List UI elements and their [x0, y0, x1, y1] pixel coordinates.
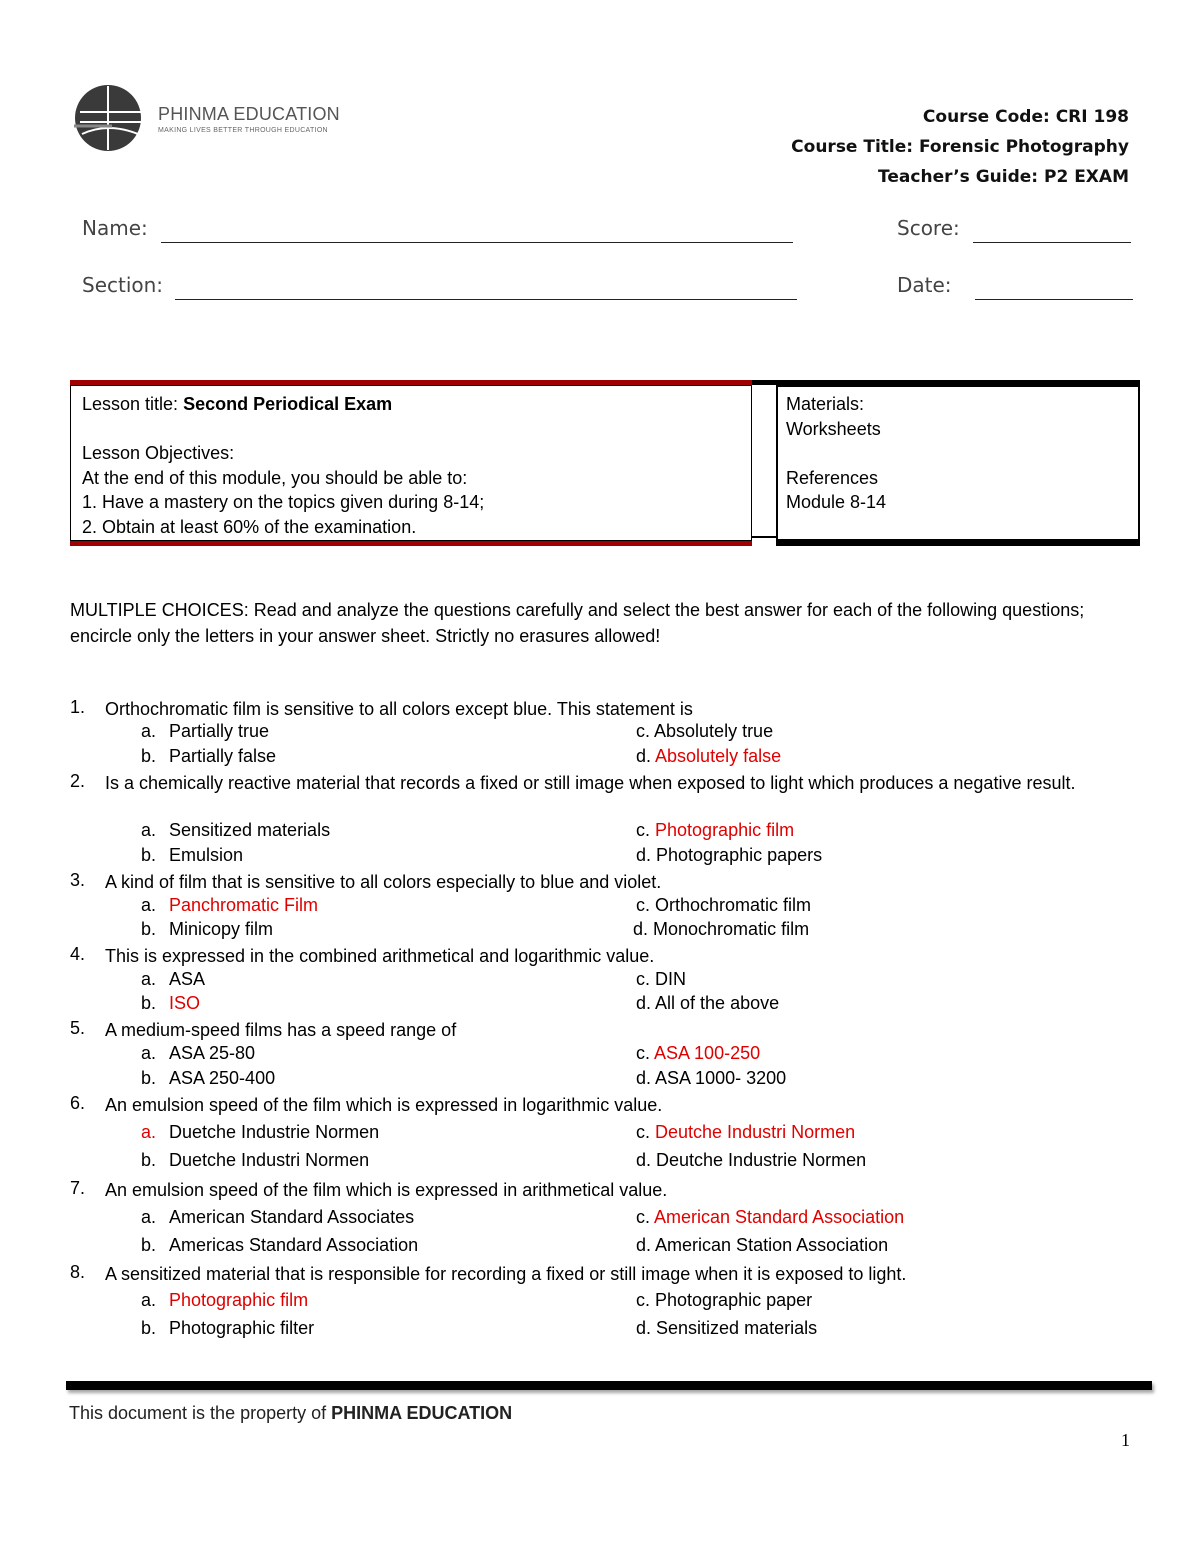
score-label: Score: [897, 216, 960, 240]
option-8b[interactable]: b. Photographic filter [141, 1318, 315, 1338]
lesson-title-label: Lesson title: [82, 394, 184, 414]
phinma-logo [72, 82, 342, 154]
objectives-label: Lesson Objectives: [82, 443, 235, 464]
objective-2: 2. Obtain at least 60% of the examination. [82, 516, 417, 537]
name-label: Name: [82, 216, 148, 240]
course-title: Course Title: Forensic Photography [791, 137, 1129, 157]
option-3d[interactable]: d. Monochromatic film [633, 919, 810, 939]
option-6a[interactable]: a. Duetche Industrie Normen [141, 1122, 380, 1142]
footer-text: This document is the property of PHINMA EDUCATION [69, 1403, 513, 1423]
date-label: Date: [897, 273, 952, 297]
page-number: 1 [1121, 1430, 1130, 1450]
footer-owner: PHINMA EDUCATION [331, 1403, 513, 1423]
option-1d[interactable]: d. Absolutely false [636, 746, 782, 766]
materials-box [776, 380, 1140, 546]
phinma-emblem-icon [72, 82, 152, 154]
option-6d[interactable]: d. Deutche Industrie Normen [636, 1150, 867, 1170]
option-5b[interactable]: b. ASA 250-400 [141, 1068, 276, 1088]
section-field[interactable] [175, 275, 797, 300]
option-5d[interactable]: d. ASA 1000- 3200 [636, 1068, 787, 1088]
brand-name: PHINMA EDUCATION [158, 104, 340, 124]
option-2c[interactable]: c. Photographic film [636, 820, 795, 840]
option-4b[interactable]: b. ISO [141, 993, 201, 1013]
name-field[interactable] [161, 218, 793, 243]
option-3a[interactable]: a. Panchromatic Film [141, 895, 319, 915]
option-6c[interactable]: c. Deutche Industri Normen [636, 1122, 856, 1142]
option-6b[interactable]: b. Duetche Industri Normen [141, 1150, 370, 1170]
option-1a[interactable]: a. Partially true [141, 721, 270, 741]
option-4a[interactable]: a. ASA [141, 969, 206, 989]
option-8a[interactable]: a. Photographic film [141, 1290, 309, 1310]
instructions: MULTIPLE CHOICES: Read and analyze the questions carefully and select the best answer for each of the following questions; encircle only the letters in your answer sheet. Strictly no erasures allowed! [70, 600, 1085, 646]
option-8d[interactable]: d. Sensitized materials [636, 1318, 818, 1338]
objectives-intro: At the end of this module, you should be able to: [82, 467, 468, 488]
option-8c[interactable]: c. Photographic paper [636, 1290, 813, 1310]
option-1c[interactable]: c. Absolutely true [636, 721, 774, 741]
section-label: Section: [82, 273, 164, 297]
option-5a[interactable]: a. ASA 25-80 [141, 1043, 256, 1063]
lesson-box [70, 380, 752, 546]
objective-1: 1. Have a mastery on the topics given during 8-14; [82, 492, 485, 513]
option-5c[interactable]: c. ASA 100-250 [636, 1043, 761, 1063]
materials-value: Worksheets [786, 418, 881, 439]
option-2b[interactable]: b. Emulsion [141, 845, 244, 865]
option-7b[interactable]: b. Americas Standard Association [141, 1235, 419, 1255]
option-2a[interactable]: a. Sensitized materials [141, 820, 331, 840]
option-7d[interactable]: d. American Station Association [636, 1235, 889, 1255]
course-info [791, 102, 1129, 192]
option-3b[interactable]: b. Minicopy film [141, 919, 274, 939]
lesson-title: Second Periodical Exam [183, 394, 393, 414]
option-1b[interactable]: b. Partially false [141, 746, 277, 766]
option-4c[interactable]: c. DIN [636, 969, 687, 989]
option-7a[interactable]: a. American Standard Associates [141, 1207, 415, 1227]
teachers-guide: Teacher’s Guide: P2 EXAM [878, 167, 1129, 187]
footer-divider [66, 1381, 1152, 1390]
score-field[interactable] [973, 218, 1131, 243]
references-label: References [786, 467, 879, 488]
option-4d[interactable]: d. All of the above [636, 993, 780, 1013]
option-2d[interactable]: d. Photographic papers [636, 845, 823, 865]
materials-label: Materials: [786, 394, 865, 414]
course-code: Course Code: CRI 198 [922, 107, 1129, 127]
box-divider [752, 380, 778, 538]
references-value: Module 8-14 [786, 492, 887, 513]
brand-tagline: MAKING LIVES BETTER THROUGH EDUCATION [158, 127, 328, 134]
date-field[interactable] [975, 275, 1133, 300]
option-3c[interactable]: c. Orthochromatic film [636, 895, 812, 915]
option-7c[interactable]: c. American Standard Association [636, 1207, 905, 1227]
